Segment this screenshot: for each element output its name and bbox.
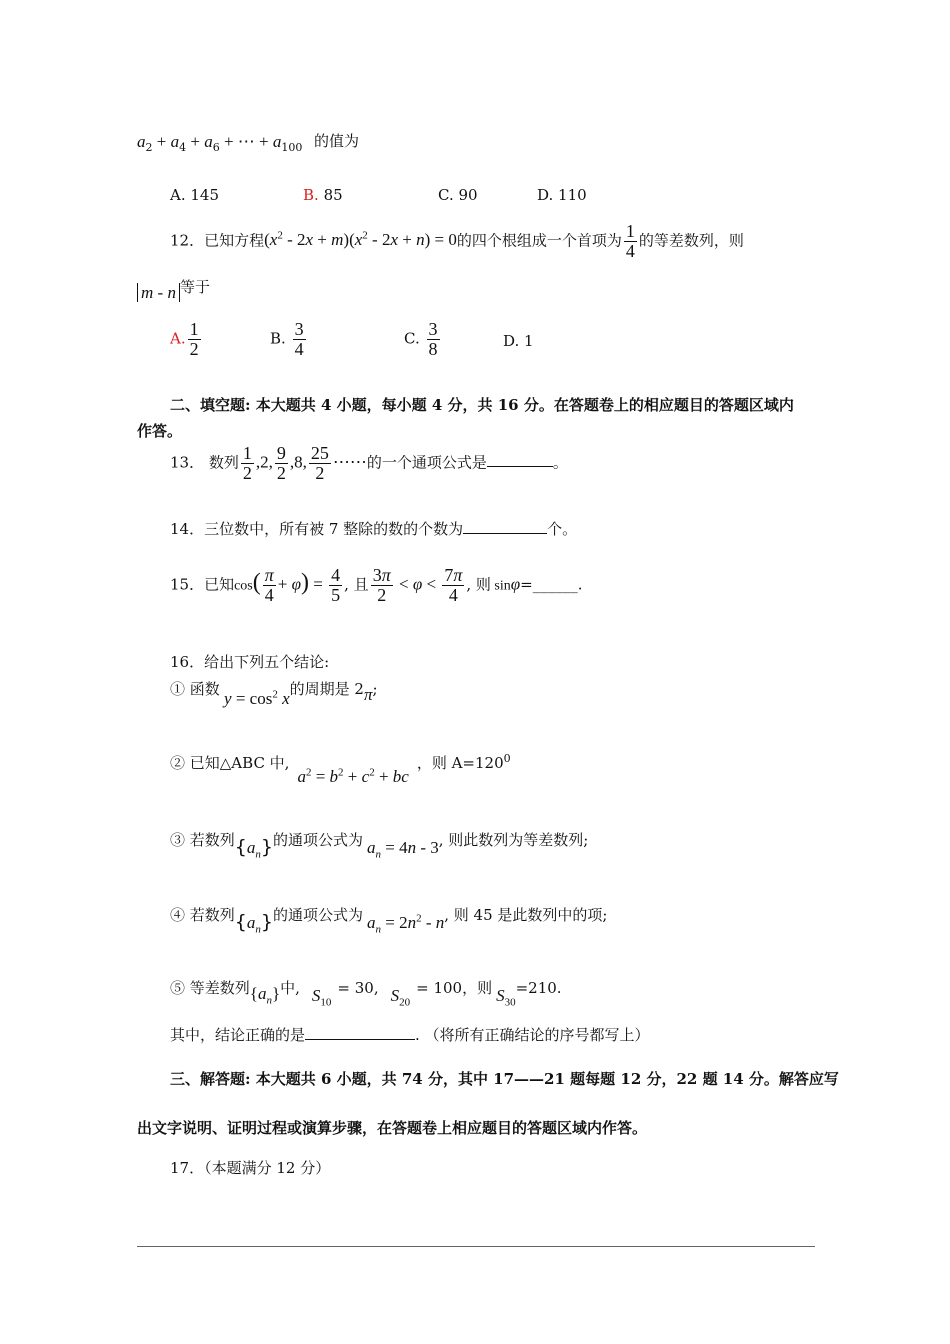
q12-stem-4: 等于 [179,280,210,296]
q12-option-c: C. $\frac{3}{8}$ [404,319,438,359]
q14 [170,518,577,539]
q12-option-a: A. $\frac{1}{2}$ [170,319,199,359]
q15-tail: =______. [520,575,583,594]
q13-prefix: 13． 数列 [170,453,239,472]
q15-prefix: 15．已知 [170,575,235,594]
q11-option-b-value: 85 [318,186,343,204]
q13-suffix: 的一个通项公式是 [366,453,487,472]
q16-s4-suffix: , 则 45 是此数列中的项; [444,906,608,924]
q16-statement-5: ⑤ 等差数列$\{a_n\}$中, $S_{10}= 30$, $S_{20}= 100$，则 $S_{30}=210$. [170,979,562,1009]
section2-heading-line2: 作答。 [137,422,183,440]
q17-heading: 17．（本题满分 12 分） [170,1159,331,1177]
section3-heading-line1: 三、解答题: 本大题共 6 小题，共 74 分，其中 17——21 题每题 12 分，22 题 14 分。解答应写 [170,1070,839,1088]
q16-s5-s10-value: = 30, [337,979,379,997]
q16-s4-prefix: ④ 若数列 [170,906,235,924]
q12-stem-2: 的四个根组成一个首项为 [456,231,622,250]
q16-s3-suffix: , 则此数列为等差数列; [438,831,589,849]
q16-s5-prefix: ⑤ 等差数列 [170,979,250,997]
q14-end: 个。 [547,520,578,538]
q12-option-a-letter: A. [170,329,186,348]
q16-s1-prefix: ① 函数 [170,680,220,698]
q11-option-c: C. 90 [438,186,478,204]
q16-statement-1: ① 函数 $y = \cos^2 x$的周期是 2π; [170,680,378,708]
q12-option-c-letter: C. [404,329,420,348]
q16-statement-2: ② 已知△ABC 中$,a^2 = b^2 + c^2$ + bc，则 $A=120^0$ [170,752,511,786]
q13: 13． 数列 $\frac{1}{2}$ ,2, $\frac{9}{2}$ ,8, $\frac{25}{2}$ ⋯⋯的一个通项公式是 。 [170,443,568,483]
q11-tail-text: 的值为 [314,132,360,150]
q11-option-a: A. 145 [170,186,219,204]
q16-s1-suffix: 的周期是 2 [289,680,364,698]
q16-statement-4: ④ 若数列$\{a_n\}$的通项公式为 $a_n = 2n^2 - n$, 则 45 是此数列中的项; [170,906,608,936]
q16-s2-prefix: ② 已知△ABC 中, [170,754,290,772]
q16-conclusion-prefix: 其中，结论正确的是 [170,1026,306,1044]
q15-mid2: , 则 [466,575,491,594]
q12-abs-expression: m - n 等于 [137,276,210,303]
section3-heading-line2: 出文字说明、证明过程或演算步骤，在答题卷上相应题目的答题区域内作答。 [137,1119,648,1137]
q12-stem [170,222,744,261]
q16-s5-mid: 中, [280,979,300,997]
q16-conclusion-suffix: . （将所有正确结论的序号都写上） [415,1026,650,1044]
q12-stem-3: 的等差数列，则 [638,231,744,250]
q16-statement-3: ③ 若数列$\{a_n\}$的通项公式为 $a_n = 4n - 3$, 则此数列为等差数列; [170,831,589,861]
q11-option-d: D. 110 [537,186,587,204]
q12-option-b-letter: B. [270,329,286,348]
q16-s3-prefix: ③ 若数列 [170,831,235,849]
q12-option-b: B. $\frac{3}{4}$ [270,319,304,359]
q16-s3-mid: 的通项公式为 [272,831,363,849]
q11-option-b-letter: B. [303,186,319,204]
q16-intro: 16．给出下列五个结论: [170,653,330,671]
q16-s2-suffix: ，则 A=120 [416,754,504,772]
footer-divider [137,1246,815,1247]
q16-s5-s20-value: = 100，则 [416,979,493,997]
q11-option-b [303,186,343,204]
q11-expression: $a_2 + a_4 + a_6$ + ⋯ + $a_{100}$ [137,132,303,154]
q14-text: 14．三位数中，所有被 7 整除的数的个数为 [170,520,464,538]
section2-heading-line1: 二、填空题: 本大题共 4 小题，每小题 4 分，共 16 分。在答题卷上的相应题目的答题区域内 [170,396,794,414]
q15-mid: , 且 [344,575,369,594]
q16-s5-s30-value: =210. [515,979,562,997]
q13-end: 。 [552,453,568,472]
q16-s4-mid: 的通项公式为 [272,906,363,924]
q12-equation: $(x^2 - 2x + m)(x^2 - 2x + n) = 0$ [264,229,457,250]
q16-conclusion [170,1024,650,1045]
q15: 15．已知cos( $\frac{\pi}{4}$ + φ) = $\frac{4}{5}$ , 且 $\frac{3\pi}{2}$ < φ < $\frac{7\pi}{4}$ , 则 sinφ=______. [170,565,583,605]
q12-fraction-quarter: $\frac{1}{4}$ [625,221,635,261]
q12-option-d: D. 1 [503,332,534,350]
q12-stem-1: 12．已知方程 [170,231,265,250]
